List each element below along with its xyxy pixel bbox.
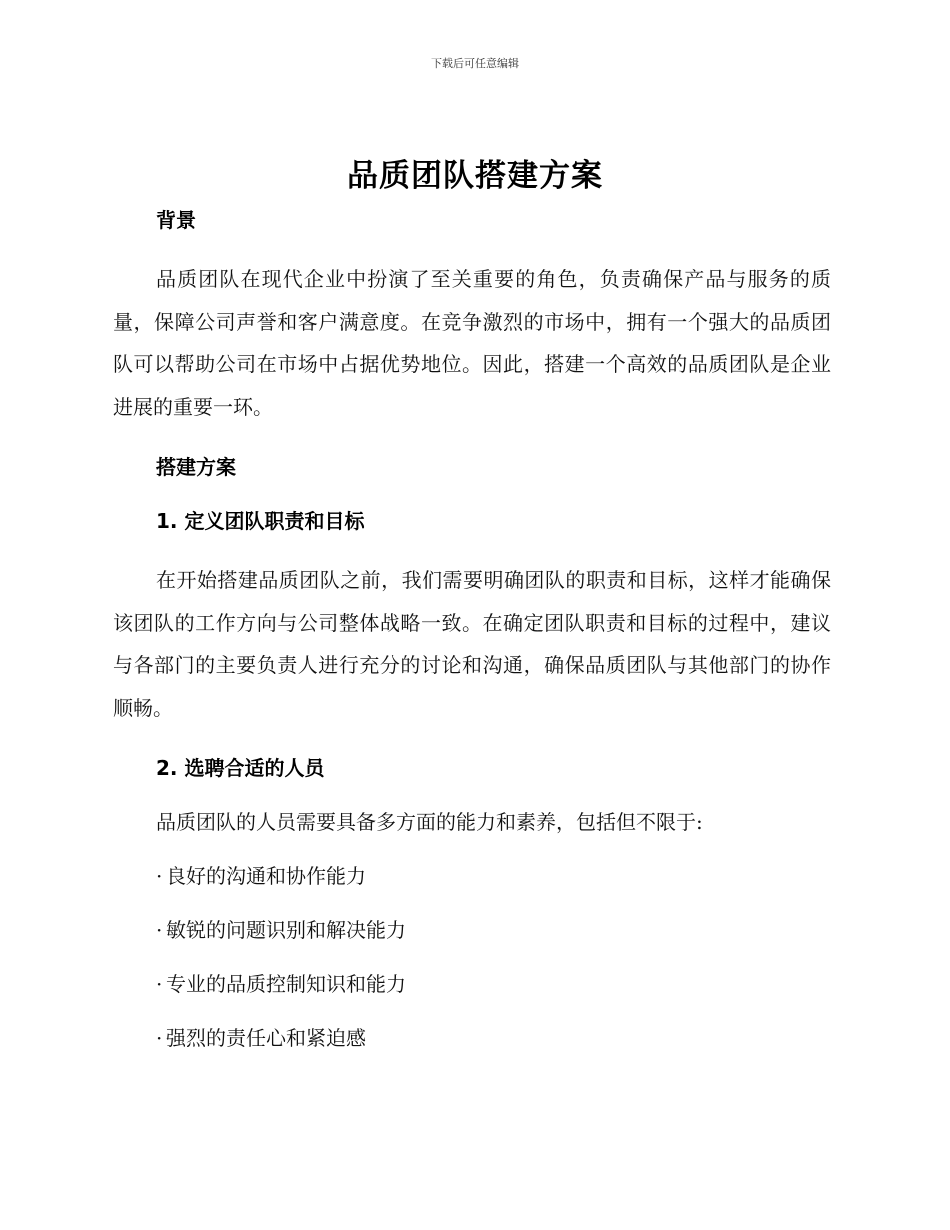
bullet-marker: ·	[156, 864, 163, 888]
section-heading-background: 背景	[156, 208, 196, 232]
step-heading-2: 2. 选聘合适的人员	[156, 756, 325, 780]
step-heading-1: 1. 定义团队职责和目标	[156, 509, 365, 533]
document-title: 品质团队搭建方案	[347, 158, 603, 194]
bullet-marker: ·	[156, 972, 163, 996]
paragraph-step-1: 在开始搭建品质团队之前，我们需要明确团队的职责和目标，这样才能确保该团队的工作方向与公司整体战略一致。在确定团队职责和目标的过程中，建议与各部门的主要负责人进行充分的讨论和沟通，确保品质团队与其他部门的协作顺畅。	[113, 568, 831, 720]
bullet-text: 专业的品质控制知识和能力	[166, 972, 406, 996]
bullet-text: 良好的沟通和协作能力	[166, 864, 366, 888]
bullet-marker: ·	[156, 918, 163, 942]
bullet-item	[113, 968, 831, 1000]
bullet-text: 敏锐的问题识别和解决能力	[166, 918, 406, 942]
document-body	[113, 204, 831, 1054]
paragraph-background: 品质团队在现代企业中扮演了至关重要的角色，负责确保产品与服务的质量，保障公司声誉和客户满意度。在竞争激烈的市场中，拥有一个强大的品质团队可以帮助公司在市场中占据优势地位。因此，搭建一个高效的品质团队是企业进展的重要一环。	[113, 267, 831, 419]
header-note: 下载后可任意编辑	[431, 57, 519, 70]
paragraph-step-2-intro: 品质团队的人员需要具备多方面的能力和素养，包括但不限于:	[156, 810, 703, 834]
bullet-marker: ·	[156, 1026, 163, 1050]
section-heading-plan: 搭建方案	[156, 455, 236, 479]
bullet-text: 强烈的责任心和紧迫感	[166, 1026, 366, 1050]
bullet-item	[113, 860, 831, 892]
bullet-item	[113, 914, 831, 946]
bullet-item	[113, 1022, 831, 1054]
